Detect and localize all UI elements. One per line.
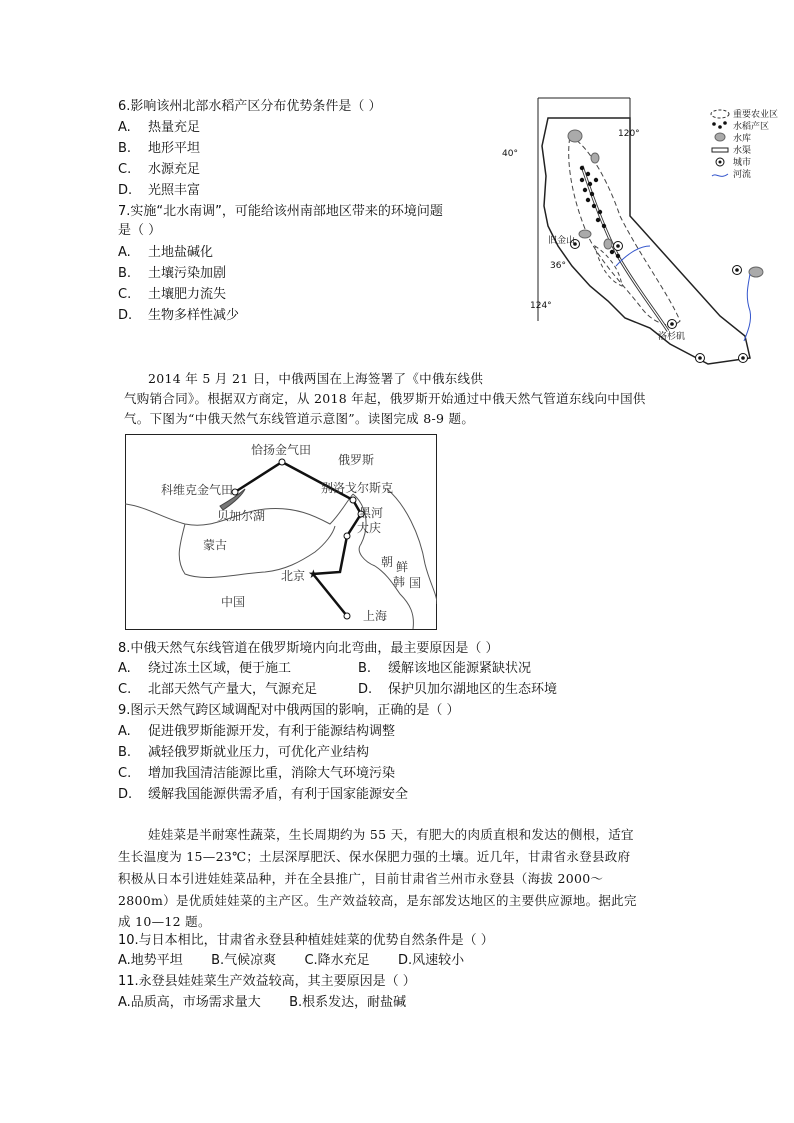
q9-option-c: C. 增加我国清洁能源比重，消除大气环境污染 bbox=[118, 766, 396, 781]
lat-40-label: 40° bbox=[502, 149, 518, 159]
q10-option-a: A.地势平坦 bbox=[118, 953, 183, 968]
passage2-line3: 积极从日本引进娃娃菜品种，并在全县推广，目前甘肃省兰州市永登县（海拔 2000～ bbox=[118, 871, 604, 886]
svg-text:水稻产区: 水稻产区 bbox=[733, 122, 770, 132]
q6-option-a: A. 热量充足 bbox=[118, 120, 201, 135]
passage2-line5: 成 10—12 题。 bbox=[118, 914, 211, 929]
q11-options bbox=[118, 994, 406, 1012]
q9-option-a: A. 促进俄罗斯能源开发，有利于能源结构调整 bbox=[118, 724, 396, 739]
q8-option-c: C. 北部天然气产量大，气源充足 bbox=[118, 682, 318, 697]
svg-text:朝: 朝 bbox=[381, 555, 394, 569]
q10-stem: 10.与日本相比，甘肃省永登县种植娃娃菜的优势自然条件是（ ） bbox=[118, 933, 494, 948]
svg-text:黑河: 黑河 bbox=[359, 506, 384, 520]
svg-text:贝加尔湖: 贝加尔湖 bbox=[217, 509, 266, 523]
passage2-line4: 2800m）是优质娃娃菜的主产区。生产效益较高，是东部发达地区的主要供应源地。据此完 bbox=[118, 893, 637, 908]
svg-text:恰扬金气田: 恰扬金气田 bbox=[251, 443, 312, 457]
q10-option-c: C.降水充足 bbox=[304, 953, 370, 968]
map-legend bbox=[711, 108, 778, 180]
q7-option-c: C. 土壤肥力流失 bbox=[118, 287, 227, 302]
q8-options-row2 bbox=[118, 681, 638, 699]
q6-option-d: D. 光照丰富 bbox=[118, 183, 201, 198]
svg-text:中国: 中国 bbox=[221, 595, 246, 609]
lon-120-label: 120° bbox=[618, 129, 640, 139]
q7-option-d: D. 生物多样性减少 bbox=[118, 308, 240, 323]
svg-text:北京: 北京 bbox=[281, 569, 306, 583]
q7-stem-line1: 7.实施“北水南调”，可能给该州南部地区带来的环境问题 bbox=[118, 204, 443, 219]
q6-option-b: B. 地形平坦 bbox=[118, 141, 201, 156]
q9-option-b: B. 减轻俄罗斯就业压力，可优化产业结构 bbox=[118, 745, 370, 760]
california-map bbox=[500, 96, 786, 376]
q6-option-c: C. 水源充足 bbox=[118, 162, 201, 177]
q8-options-row1 bbox=[118, 660, 638, 678]
svg-text:科维克金气田: 科维克金气田 bbox=[161, 483, 234, 497]
q10-options bbox=[118, 952, 464, 970]
q6-stem: 6.影响该州北部水稻产区分布优势条件是（ ） bbox=[118, 99, 382, 114]
passage2-line1: 娃娃菜是半耐寒性蔬菜，生长周期约为 55 天，有肥大的肉质直根和发达的侧根，适宜 bbox=[148, 827, 634, 842]
svg-text:鲜: 鲜 bbox=[396, 560, 409, 574]
svg-text:俄罗斯: 俄罗斯 bbox=[338, 453, 375, 467]
q8-option-b: B. 缓解该地区能源紧缺状况 bbox=[358, 661, 532, 676]
svg-text:蒙古: 蒙古 bbox=[203, 538, 228, 552]
passage1-line1: 2014 年 5 月 21 日，中俄两国在上海签署了《中俄东线供 bbox=[148, 371, 484, 386]
q7-option-a: A. 土地盐碱化 bbox=[118, 245, 214, 260]
svg-text:韩: 韩 bbox=[393, 575, 406, 589]
svg-text:河流: 河流 bbox=[733, 170, 752, 180]
svg-text:大庆: 大庆 bbox=[357, 521, 382, 535]
passage1-line2: 气购销合同》。根据双方商定，从 2018 年起，俄罗斯开始通过中俄天然气管道东线向中国供 bbox=[124, 391, 646, 406]
svg-text:别洛戈尔斯克: 别洛戈尔斯克 bbox=[321, 481, 394, 495]
q10-option-d: D.风速较小 bbox=[397, 953, 465, 968]
q8-stem: 8.中俄天然气东线管道在俄罗斯境内向北弯曲，最主要原因是（ ） bbox=[118, 641, 499, 656]
city-la-label: 洛杉矶 bbox=[658, 332, 686, 342]
q9-option-d: D. 缓解我国能源供需矛盾，有利于国家能源安全 bbox=[118, 787, 409, 802]
passage1-line3: 气。下图为“中俄天然气东线管道示意图”。读图完成 8-9 题。 bbox=[124, 411, 475, 426]
svg-text:城市: 城市 bbox=[733, 158, 752, 168]
q7-option-b: B. 土壤污染加剧 bbox=[118, 266, 227, 281]
q8-option-a: A. 绕过冻土区域，便于施工 bbox=[118, 661, 292, 676]
city-sf-label: 旧金山 bbox=[548, 236, 576, 246]
svg-text:重要农业区: 重要农业区 bbox=[733, 110, 779, 120]
svg-text:水渠: 水渠 bbox=[733, 146, 752, 156]
svg-text:水库: 水库 bbox=[733, 134, 752, 144]
svg-text:国: 国 bbox=[409, 576, 422, 590]
passage2-line2: 生长温度为 15—23℃；土层深厚肥沃、保水保肥力强的土壤。近几年，甘肃省永登县政府 bbox=[118, 849, 631, 864]
q11-option-b: B.根系发达，耐盐碱 bbox=[289, 995, 407, 1010]
q8-option-d: D. 保护贝加尔湖地区的生态环境 bbox=[358, 682, 558, 697]
q10-option-b: B.气候凉爽 bbox=[211, 953, 277, 968]
svg-text:上海: 上海 bbox=[363, 609, 388, 623]
lon-124-label: 124° bbox=[530, 301, 552, 311]
q7-stem-line2: 是（ ） bbox=[118, 223, 162, 238]
q9-stem: 9.图示天然气跨区域调配对中俄两国的影响，正确的是（ ） bbox=[118, 703, 460, 718]
q11-stem: 11.永登县娃娃菜生产效益较高，其主要原因是（ ） bbox=[118, 974, 416, 989]
pipeline-map bbox=[125, 434, 437, 630]
lat-36-label: 36° bbox=[550, 261, 566, 271]
q11-option-a: A.品质高，市场需求量大 bbox=[118, 995, 261, 1010]
beijing-star: ★ bbox=[308, 567, 319, 581]
